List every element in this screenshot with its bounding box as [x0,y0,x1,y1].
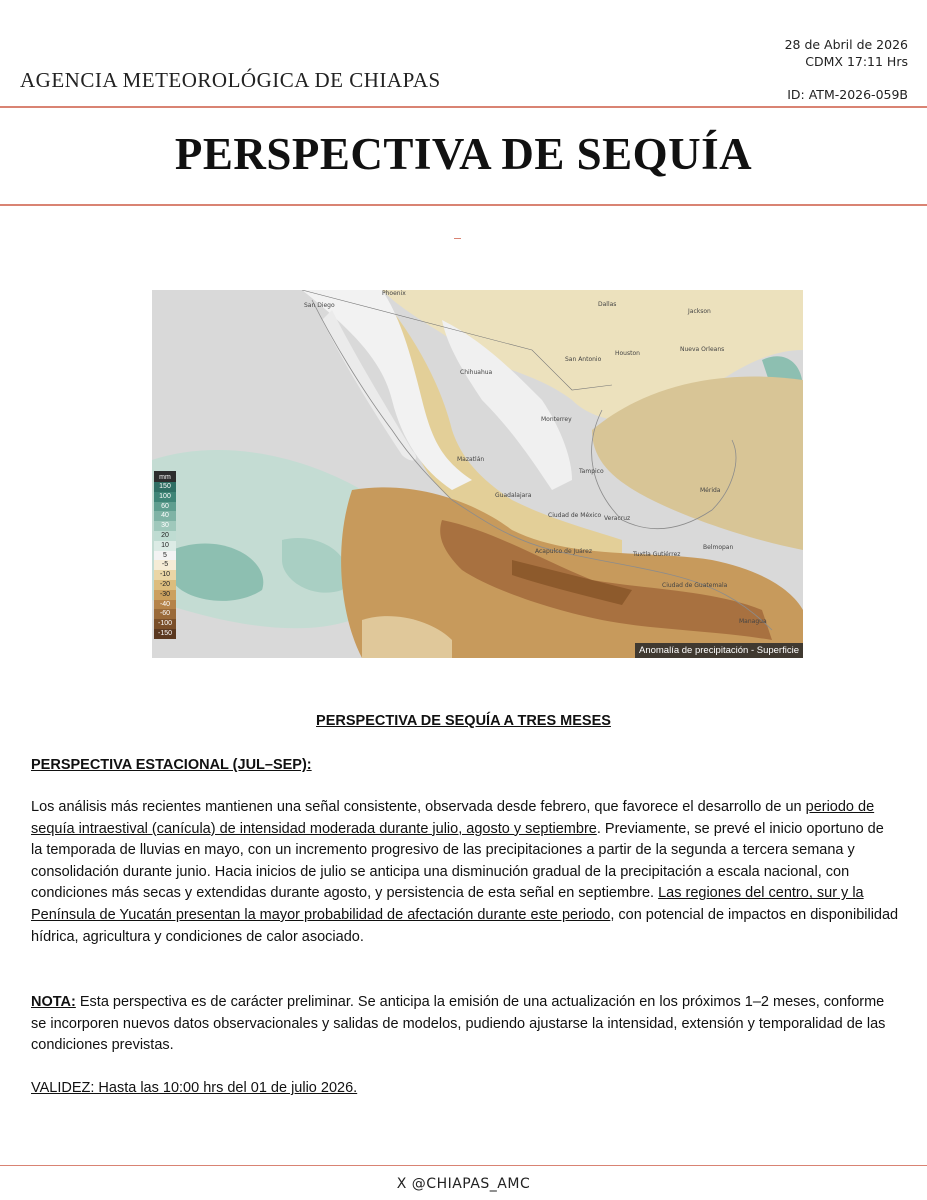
city-label: Monterrey [541,416,572,423]
issue-time: CDMX 17:11 Hrs [805,54,908,69]
note-text: Esta perspectiva es de carácter preliminar. Se anticipa la emisión de una actualización en los próximos 1–2 meses, conforme se incorporen nuevos datos observacionales y salidas de modelos, pudiendo ajustarse la intensidad, extensión y temporalidad de las condiciones previstas. [31,994,886,1054]
city-label: Nueva Orleans [680,346,725,353]
city-label: Dallas [598,301,617,308]
scale-label: 5 [154,551,176,561]
scale-label: -20 [154,580,176,590]
issue-date: 28 de Abril de 2026 [784,37,908,52]
city-label: Guadalajara [495,492,532,499]
city-label: Ciudad de México [548,512,602,519]
scale-label: 40 [154,511,176,521]
scale-label: 150 [154,482,176,492]
map-graphic [152,290,803,658]
city-label: Belmopan [703,544,734,551]
scale-label: -5 [154,560,176,570]
city-label: Acapulco de Juárez [535,548,592,555]
note-paragraph [31,992,899,1057]
paragraph-text: Los análisis más recientes mantienen una señal consistente, observada desde febrero, que favorece el desarrollo de un [31,799,806,815]
map-caption: Anomalía de precipitación - Superficie [635,643,803,658]
city-label: Houston [615,350,640,357]
scale-label: 60 [154,502,176,512]
city-label: Veracruz [604,515,631,522]
scale-label: 30 [154,521,176,531]
city-label: Mérida [700,487,721,494]
document-id: ID: ATM-2026-059B [787,87,908,102]
scale-label: -60 [154,609,176,619]
city-label: San Diego [304,302,335,309]
city-label: Jackson [688,308,711,315]
validity-text: VALIDEZ: Hasta las 10:00 hrs del 01 de julio 2026. [31,1080,358,1096]
subsection-title: PERSPECTIVA ESTACIONAL (JUL–SEP): [31,757,312,773]
social-handle: X @CHIAPAS_AMC [396,1176,531,1192]
city-label: Tampico [579,468,604,475]
scale-label: 10 [154,541,176,551]
page-title: PERSPECTIVA DE SEQUÍA [174,129,753,179]
scale-label: -100 [154,619,176,629]
city-label: Ciudad de Guatemala [662,582,728,589]
underlined-text: Las regiones del centro, sur y la Península de Yucatán presentan la mayor probabilidad de afectación durante este periodo [31,885,864,923]
color-scale-legend [154,471,176,639]
city-label: Mazatlán [457,456,485,463]
section-title: PERSPECTIVA DE SEQUÍA A TRES MESES [316,713,611,729]
paragraph-text: , con potencial de impactos en disponibilidad hídrica, agricultura y condiciones de calor asociado. [31,906,899,945]
header-divider [0,106,927,108]
scale-label: -10 [154,570,176,580]
city-label: Chihuahua [460,369,493,376]
outlook-paragraph [31,797,899,948]
footer-divider [0,1165,927,1166]
scale-label: 100 [154,492,176,502]
scale-label: -40 [154,600,176,610]
title-divider [0,204,927,206]
city-label: San Antonio [565,356,602,363]
precipitation-anomaly-map [152,290,803,658]
city-label: Phoenix [382,290,406,297]
agency-name: AGENCIA METEOROLÓGICA DE CHIAPAS [20,68,441,92]
scale-label: -30 [154,590,176,600]
scale-label: 20 [154,531,176,541]
city-label: Tuxtla Gutiérrez [633,551,681,558]
city-label: Managua [739,618,767,625]
paragraph-text: . Previamente, se prevé el inicio oportuno de la temporada de lluvias en mayo, con un incremento progresivo de las precipitaciones a partir de la segunda a tercera semana y consolidación durante junio. Hacia inicios de julio se anticipa una disminución gradual de la precipitación a escala nacional, con condiciones más secas y extendidas durante agosto, y persistencia de esta señal en septiembre. [31,820,884,902]
underlined-text: periodo de sequía intraestival (canícula) de intensidad moderada durante julio, agosto y septiembre [31,799,875,837]
scale-label: -150 [154,629,176,639]
scale-unit: mm [159,474,171,481]
decorative-dash [454,238,461,239]
note-label: NOTA: [31,994,76,1010]
